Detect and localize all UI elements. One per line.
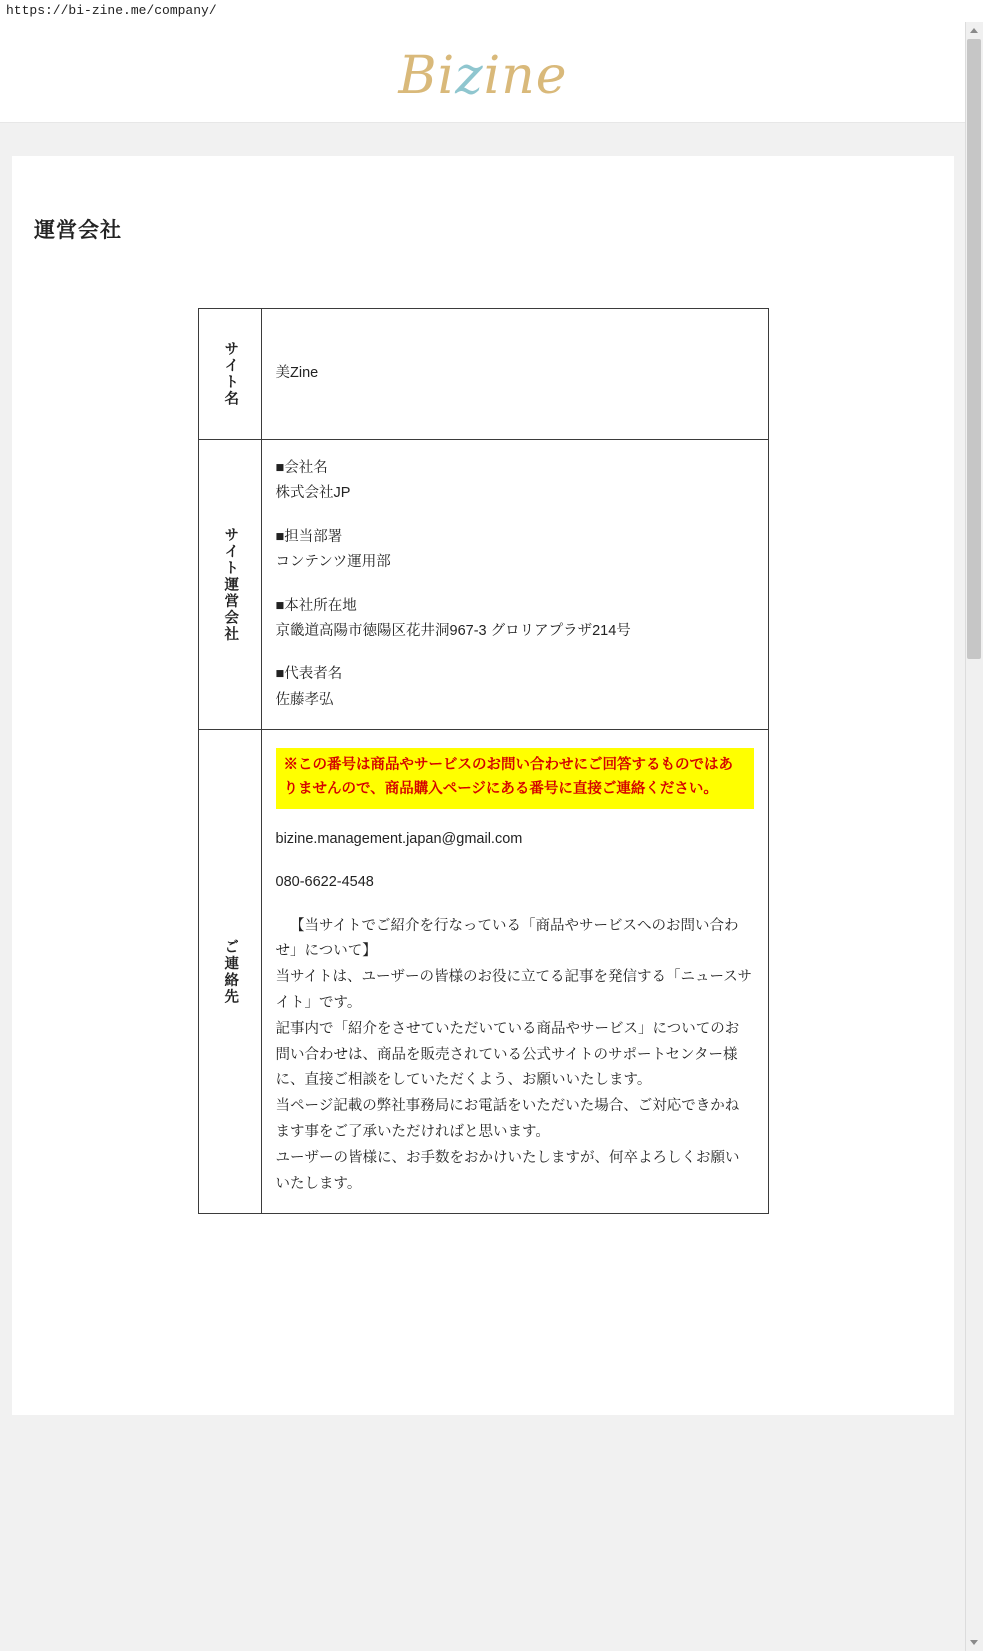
page-title: 運営会社	[34, 219, 122, 242]
table-row	[198, 440, 768, 730]
dept-name: コンテンツ運用部	[275, 554, 391, 571]
logo-text-before: Bi	[398, 46, 456, 106]
scroll-down-arrow-icon[interactable]	[966, 1634, 983, 1651]
header-divider-strip	[0, 122, 966, 156]
content-card	[12, 156, 954, 1416]
contact-paragraph-2: 当サイトは、ユーザーの皆様のお役に立てる記事を発信する「ニュースサイト」です。	[275, 969, 752, 1011]
table-row	[198, 730, 768, 1214]
row-value-contact	[261, 730, 768, 1214]
dept-heading: ■担当部署	[275, 528, 343, 545]
browser-viewport	[0, 22, 983, 1651]
site-logo[interactable]	[0, 46, 966, 106]
row-label-operator	[198, 440, 261, 730]
scrollbar-thumb[interactable]	[967, 39, 981, 659]
row-value-operator	[261, 440, 768, 730]
representative-name: 佐藤孝弘	[275, 691, 334, 708]
scroll-up-arrow-icon[interactable]	[966, 22, 983, 39]
contact-paragraph-1: 【当サイトでご紹介を行なっている「商品やサービスへのお問い合わせ」について】	[275, 917, 739, 960]
page-content	[0, 22, 966, 1651]
representative-heading: ■代表者名	[275, 666, 343, 683]
contact-paragraph-3: 記事内で「紹介をさせていただいている商品やサービス」についてのお問い合わせは、商品を販売されている公式サイトのサポートセンター様に、直接ご相談をしていただくよう、お願いいたします。	[275, 1020, 740, 1089]
table-row	[198, 309, 768, 440]
footer-strip	[0, 1415, 966, 1651]
contact-email[interactable]: bizine.management.japan@gmail.com	[275, 830, 523, 847]
row-label-text: サイト名	[222, 341, 239, 407]
logo-text-accent: z	[455, 46, 484, 106]
address-heading: ■本社所在地	[275, 597, 357, 614]
page-scrollbar[interactable]	[965, 22, 983, 1651]
contact-paragraph-5: ユーザーの皆様に、お手数をおかけいたしますが、何卒よろしくお願いいたします。	[275, 1149, 740, 1192]
company-info-table	[198, 308, 769, 1214]
browser-url-bar[interactable]	[0, 0, 983, 22]
row-label-site-name	[198, 309, 261, 440]
site-name-value: 美Zine	[275, 365, 319, 382]
row-label-text: ご連絡先	[222, 938, 239, 1005]
site-header	[0, 22, 966, 122]
contact-paragraph-4: 当ページ記載の弊社事務局にお電話をいただいた場合、ご対応できかねます事をご了承いただければと思います。	[275, 1098, 740, 1140]
company-heading: ■会社名	[275, 460, 328, 476]
row-value-site-name	[261, 309, 768, 440]
company-name: 株式会社JP	[275, 485, 351, 502]
logo-text-after: ine	[483, 46, 568, 106]
row-label-contact	[198, 730, 261, 1214]
url-text: https://bi-zine.me/company/	[6, 3, 217, 18]
contact-notice-banner: ※この番号は商品やサービスのお問い合わせにご回答するものではありませんので、商品購入ページにある番号に直接ご連絡ください。	[276, 748, 754, 809]
row-label-text: サイト運営会社	[222, 526, 239, 643]
contact-phone: 080-6622-4548	[275, 874, 374, 891]
address-value: 京畿道高陽市徳陽区花井洞967-3 グロリアプラザ214号	[275, 622, 631, 639]
